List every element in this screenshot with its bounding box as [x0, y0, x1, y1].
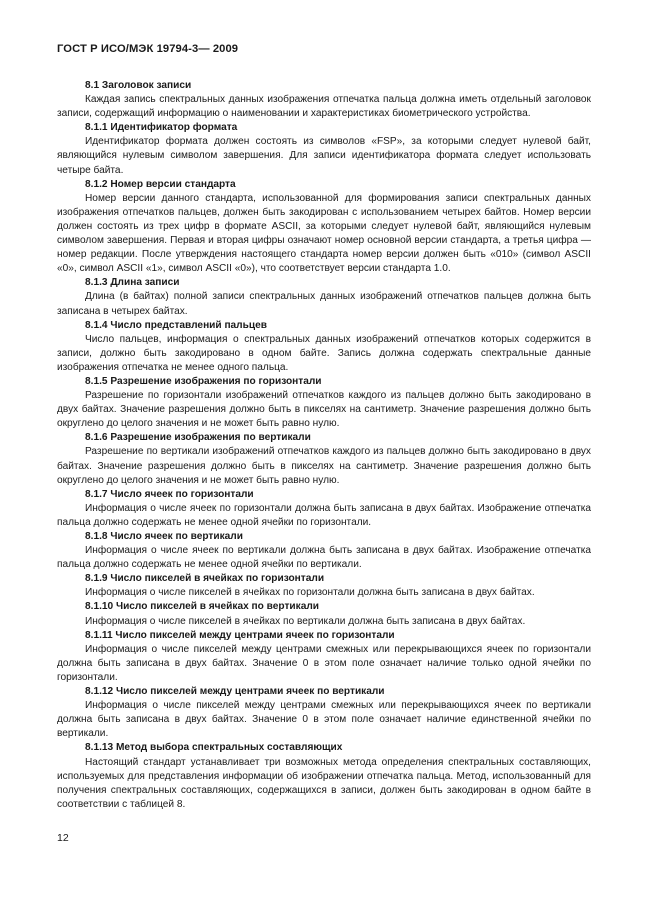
section-paragraph: Разрешение по вертикали изображений отпечатков каждого из пальцев должно быть закодировано в двух байтах. Значение разрешения должно быть в пикселях на сантиметр. Значение разрешения должно быть округлено до целого значения и не может быть равно нулю.: [57, 446, 591, 486]
section-paragraph: Идентификатор формата должен состоять из символов «FSP», за которыми следует нулевой байт, являющийся нулевым символом завершения. Для записи идентификатора формата следует использовать четыре байта.: [57, 136, 591, 176]
section-heading: 8.1.11 Число пикселей между центрами ячеек по горизонтали: [85, 629, 395, 641]
document-header: ГОСТ Р ИСО/МЭК 19794-3— 2009: [57, 43, 239, 55]
section-paragraph: Длина (в байтах) полной записи спектральных данных изображений отпечатков пальцев должна быть записана в четырех байтах.: [57, 291, 591, 317]
section-heading: 8.1.12 Число пикселей между центрами ячеек по вертикали: [85, 686, 385, 698]
section-paragraph: Число пальцев, информация о спектральных данных изображений отпечатков которых содержится в записи, должно быть закодировано в одном байте. Запись должна содержать спектральные данные изображения отпечатка не менее одного пальца.: [57, 333, 591, 373]
section-heading: 8.1.3 Длина записи: [85, 277, 180, 289]
section-heading: 8.1.1 Идентификатор формата: [85, 122, 238, 134]
section-heading: 8.1.2 Номер версии стандарта: [85, 178, 236, 190]
section-paragraph: Каждая запись спектральных данных изображения отпечатка пальца должна иметь отдельный заголовок записи, содержащий информацию о наименовании и характеристиках биометрического устройства.: [57, 94, 591, 120]
section-paragraph: Информация о числе пикселей между центрами смежных или перекрывающихся ячеек по вертикали должна быть записана в двух байтах. Значение 0 в этом поле означает наличие единственной ячейки по вертикали.: [57, 700, 591, 740]
section-paragraph: Информация о числе ячеек по горизонтали должна быть записана в двух байтах. Изображение отпечатка пальца должно содержать не менее одной ячейки по горизонтали.: [57, 502, 591, 528]
section-heading: 8.1.7 Число ячеек по горизонтали: [85, 488, 254, 500]
section-heading: 8.1.5 Разрешение изображения по горизонтали: [85, 375, 322, 387]
section-paragraph: Разрешение по горизонтали изображений отпечатков каждого из пальцев должно быть закодировано в двух байтах. Значение разрешения должно быть в пикселях на сантиметр. Значение разрешения должно быть округлено до целого значения и не может быть равно нулю.: [57, 390, 591, 430]
section-heading: 8.1.10 Число пикселей в ячейках по вертикали: [85, 601, 319, 613]
section-paragraph: Информация о числе пикселей в ячейках по вертикали должна быть записана в двух байтах.: [85, 615, 526, 627]
section-heading: 8.1.6 Разрешение изображения по вертикали: [85, 432, 311, 444]
section-heading: 8.1.13 Метод выбора спектральных составляющих: [85, 742, 343, 754]
section-paragraph: Информация о числе ячеек по вертикали должна быть записана в двух байтах. Изображение отпечатка пальца должно содержать не менее одной ячейки по вертикали.: [57, 545, 591, 571]
section-paragraph: Номер версии данного стандарта, использованной для формирования записи спектральных данных изображения отпечатков пальцев, должен быть закодирован с использованием четырех байтов. Номер версии должен состоять из трех цифр в формате ASCII, за которыми следует нулевой байт, являющийся нулевым символом завершения. Первая и вторая цифры означают номер основной версии стандарта, а третья цифра — номер редакции. После утверждения настоящего стандарта номер версии должен быть «010» (символ ASCII «0», символ ASCII «1», символ ASCII «0»), что соответствует версии стандарта 1.0.: [57, 192, 591, 275]
section-heading: 8.1 Заголовок записи: [85, 80, 192, 91]
section-heading: 8.1.4 Число представлений пальцев: [85, 319, 267, 331]
section-paragraph: Информация о числе пикселей между центрами смежных или перекрывающихся ячеек по горизонтали должна быть записана в двух байтах. Значение 0 в этом поле означает наличие только одной ячейки по горизонтали.: [57, 643, 591, 683]
section-paragraph: Информация о числе пикселей в ячейках по горизонтали должна быть записана в двух байтах.: [85, 587, 535, 599]
page-number: 12: [57, 832, 69, 844]
section-heading: 8.1.9 Число пикселей в ячейках по горизонтали: [85, 573, 325, 585]
section-paragraph: Настоящий стандарт устанавливает три возможных метода определения спектральных составляющих, используемых для представления информации об изображении отпечатка пальца. Метод, использованный для получения спектральных составляющих, содержащихся в записи, должен быть закодирован в одном байте в соответствии с таблицей 8.: [57, 756, 591, 810]
section-heading: 8.1.8 Число ячеек по вертикали: [85, 531, 243, 542]
document-body: [57, 79, 591, 812]
